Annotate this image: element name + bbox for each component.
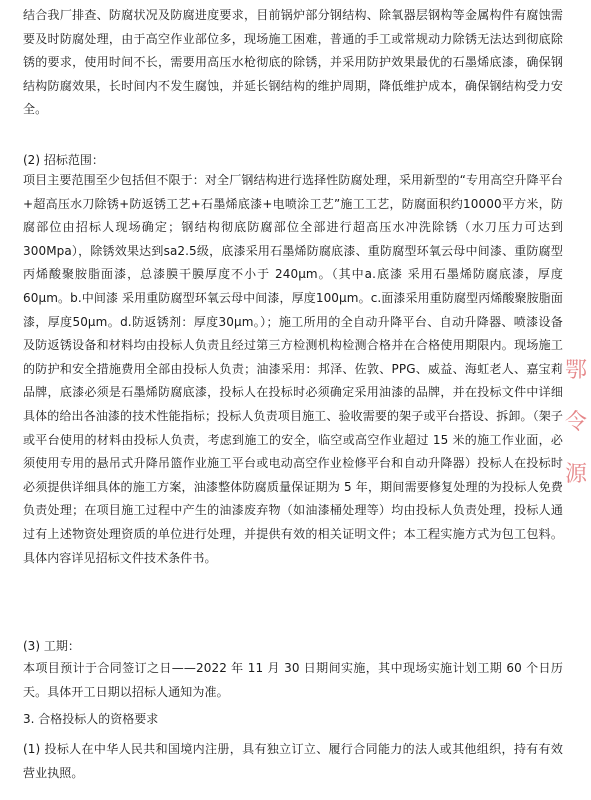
- red-seal-stamp: [561, 345, 591, 495]
- paragraph-scope: 项目主要范围至少包括但不限于：对全厂钢结构进行选择性防腐处理，采用新型的“专用高空升降平台+超高压水刀除锈+防返锈工艺+石墨烯底漆+电喷涂工艺”施工工艺，防腐面积约10000平方米，防腐部位由招标人现场确定；钢结构彻底防腐部位全部进行超高压水冲洗除锈（水刀压力可达到300Mpa），除锈效果达到sa2.5级，底漆采用石墨烯防腐底漆、重防腐型环氧云母中间漆、重防腐型丙烯酸聚胺脂面漆，总漆膜干膜厚度不小于 240μm。（其中a.底漆 采用石墨烯防腐底漆，厚度60μm。b.中间漆 采用重防腐型环氧云母中间漆，厚度100μm。c.面漆采用重防腐型丙烯酸聚胺脂面漆，厚度50μm。d.防返锈剂：厚度30μm。）；施工所用的全自动升降平台、自动升降器、喷漆设备及防返锈设备和材料均由投标人负责且经过第三方检测机构检测合格并在合格使用期限内。现场施工的防护和安全措施费用全部由投标人负责；油漆采用：邦泽、佐敦、PPG、威益、海虹老人、嘉宝莉品牌，底漆必须是石墨烯防腐底漆，投标人在投标时必须确定采用油漆的品牌，并在投标文件中详细具体的给出各油漆的技术性能指标；投标人负责项目施工、验收需要的架子或平台搭设、拆卸。（架子或平台使用的材料由投标人负责，考虑到施工的安全，临空或高空作业超过 15 米的施工作业面，必须使用专用的悬吊式升降吊篮作业施工平台或电动高空作业检修平台和自动升降器）投标人在投标时必须提供详细具体的施工方案，油漆整体防腐质量保证期为 5 年，期间需要修复处理的为投标人免费负责处理；在项目施工过程中产生的油漆废弃物（如油漆桶处理等）均由投标人负责处理，投标人通过有上述物资处理资质的单位进行处理，并提供有效的相关证明文件；本工程实施方式为包工包料。具体内容详见招标文件技术条件书。: [23, 173, 563, 565]
- paragraph-duration: 本项目预计于合同签订之日——2022 年 11 月 30 日期间实施，其中现场实施计划工期 60 个日历天。具体开工日期以招标人通知为准。: [23, 661, 563, 699]
- stamp-char: 令: [564, 410, 587, 435]
- section-heading-qualification: 3. 合格投标人的资格要求: [23, 712, 159, 726]
- paragraph-qualification: (1) 投标人在中华人民共和国境内注册，具有独立订立、履行合同能力的法人或其他组织，持有有效营业执照。: [23, 742, 563, 780]
- stamp-char: 源: [564, 462, 587, 487]
- section-heading-duration: (3) 工期：: [23, 639, 80, 653]
- section-heading-scope: (2) 招标范围：: [23, 153, 104, 167]
- paragraph-background: 结合我厂排查、防腐状况及防腐进度要求，目前锅炉部分钢结构、除氧器层钢构等金属构件有腐蚀需要及时防腐处理，由于高空作业部位多，现场施工困难，普通的手工或常规动力除锈无法达到彻底除锈的要求，使用时间不长，需要用高压水枪彻底的除锈，并采用防护效果最优的石墨烯底漆，确保钢结构防腐效果，长时间内不发生腐蚀，并延长钢结构的维护周期，降低维护成本，确保钢结构受力安全。: [23, 8, 563, 117]
- stamp-char: 鄂: [564, 358, 587, 383]
